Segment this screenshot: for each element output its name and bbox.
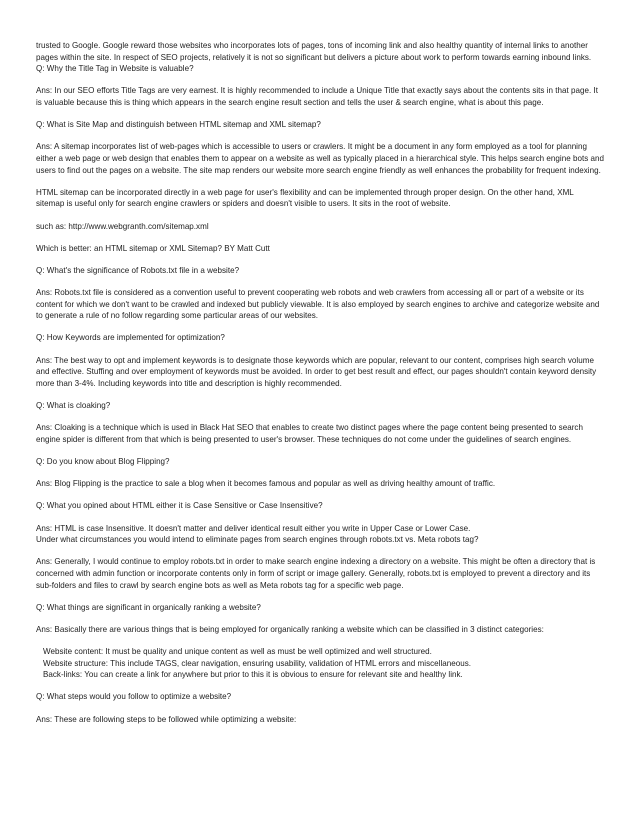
answer-cloaking: Ans: Cloaking is a technique which is used in Black Hat SEO that enables to create two distinct pages where the page content being presented to search engine spider is different from that which is being presented to user's browser. These techniques do not come under the guidelines of search engines. bbox=[36, 423, 583, 444]
paragraph-html-sitemap: HTML sitemap can be incorporated directly in a web page for user's flexibility and can be implemented through proper design. On the other hand, XML sitemap is useful only for search engine crawlers or spiders and doesn't visible to users. It sits in the root of website. bbox=[36, 187, 574, 209]
answer-html-case bbox=[36, 523, 604, 546]
ranking-categories-list bbox=[36, 646, 604, 681]
list-item: Back-links: You can create a link for anywhere but prior to this it is obvious to ensure for relevant site and healthy link. bbox=[43, 670, 463, 680]
question-html-case: Q: What you opined about HTML either it is Case Sensitive or Case Insensitive? bbox=[36, 501, 323, 511]
question-title-tag: Q: Why the Title Tag in Website is valuable? bbox=[36, 64, 194, 74]
answer-html-case-line: Ans: HTML is case Insensitive. It doesn't matter and deliver identical result either you write in Upper Case or Lower Case. bbox=[36, 523, 471, 533]
question-sitemap: Q: What is Site Map and distinguish between HTML sitemap and XML sitemap? bbox=[36, 120, 321, 130]
question-blog-flipping: Q: Do you know about Blog Flipping? bbox=[36, 456, 170, 466]
question-organic-ranking: Q: What things are significant in organically ranking a website? bbox=[36, 602, 261, 612]
answer-keywords: Ans: The best way to opt and implement keywords is to designate those keywords which are popular, relevant to our content, comprises high search volume and effective. Stuffing and over employment of keywords must be avoided. In order to get best result and effect, our pages shouldn't contain keyword density more than 3-4%. Including keywords into title and description is highly recommended. bbox=[36, 355, 597, 388]
answer-sitemap: Ans: A sitemap incorporates list of web-pages which is accessible to users or crawlers. It might be a document in any form employed as a tool for planning either a web page or web design that enables them to appear on a website as well as typically placed in a hierarchical style. This helps search engine bots and users to find out the pages on a website. The site map renders our website more search engine friendly as well enhances the probability for frequent indexing. bbox=[36, 142, 604, 175]
question-cloaking: Q: What is cloaking? bbox=[36, 401, 111, 410]
paragraph-matt-cutt: Which is better: an HTML sitemap or XML Sitemap? BY Matt Cutt bbox=[36, 243, 270, 253]
list-item: Website content: It must be quality and unique content as well as must be well optimized and well structured. bbox=[43, 647, 432, 657]
paragraph-sitemap-example: such as: http://www.webgranth.com/sitemap.xml bbox=[36, 221, 209, 231]
question-keywords: Q: How Keywords are implemented for optimization? bbox=[36, 333, 225, 343]
question-optimize-steps: Q: What steps would you follow to optimize a website? bbox=[36, 692, 232, 702]
question-robots: Q: What's the significance of Robots.txt file in a website? bbox=[36, 265, 240, 275]
list-item: Website structure: This include TAGS, clear navigation, ensuring usability, validation of HTML errors and miscellaneous. bbox=[43, 658, 472, 668]
answer-optimize-steps: Ans: These are following steps to be followed while optimizing a website: bbox=[36, 714, 297, 724]
answer-title-tag: Ans: In our SEO efforts Title Tags are very earnest. It is highly recommended to include a Unique Title that exactly says about the contents sits in that page. It is valuable because this is thing which appears in the search engine result section and tells the user & search engine, what is about this page. bbox=[36, 86, 599, 107]
answer-blog-flipping: Ans: Blog Flipping is the practice to sale a blog when it becomes famous and popular as well as driving healthy amount of traffic. bbox=[36, 479, 496, 489]
answer-organic-ranking: Ans: Basically there are various things that is being employed for organically ranking a website which can be classified in 3 distinct categories: bbox=[36, 624, 544, 634]
paragraph-intro: trusted to Google. Google reward those websites who incorporates lots of pages, tons of incoming link and also healthy quantity of internal links to another pages within the site. In respect of SEO projects, relatively it is not so significant but delivers a picture about work to perform towards earning inbound links. bbox=[36, 41, 592, 62]
answer-robots-vs-meta: Ans: Generally, I would continue to employ robots.txt in order to make search engine indexing a directory on a website. This might be often a directory that is concerned with admin function or incorporate contents only in form of script or image gallery. Generally, robots.txt is employed to prevent a directory and its sub-folders and files to crawl by search engine bots as well as Meta robots tag for a specific web page. bbox=[36, 557, 596, 590]
question-robots-vs-meta: Under what circumstances you would intend to eliminate pages from search engines through robots.txt vs. Meta robots tag? bbox=[36, 535, 479, 545]
answer-robots: Ans: Robots.txt file is considered as a convention useful to prevent cooperating web robots and web crawlers from accessing all or part of a website or its content for which we don't want to be crawled and indexed but publicly viewable. It is also employed by search engines to archive and categorize website and to generate a rule of no follow regarding some particular areas of our websites. bbox=[36, 288, 600, 321]
